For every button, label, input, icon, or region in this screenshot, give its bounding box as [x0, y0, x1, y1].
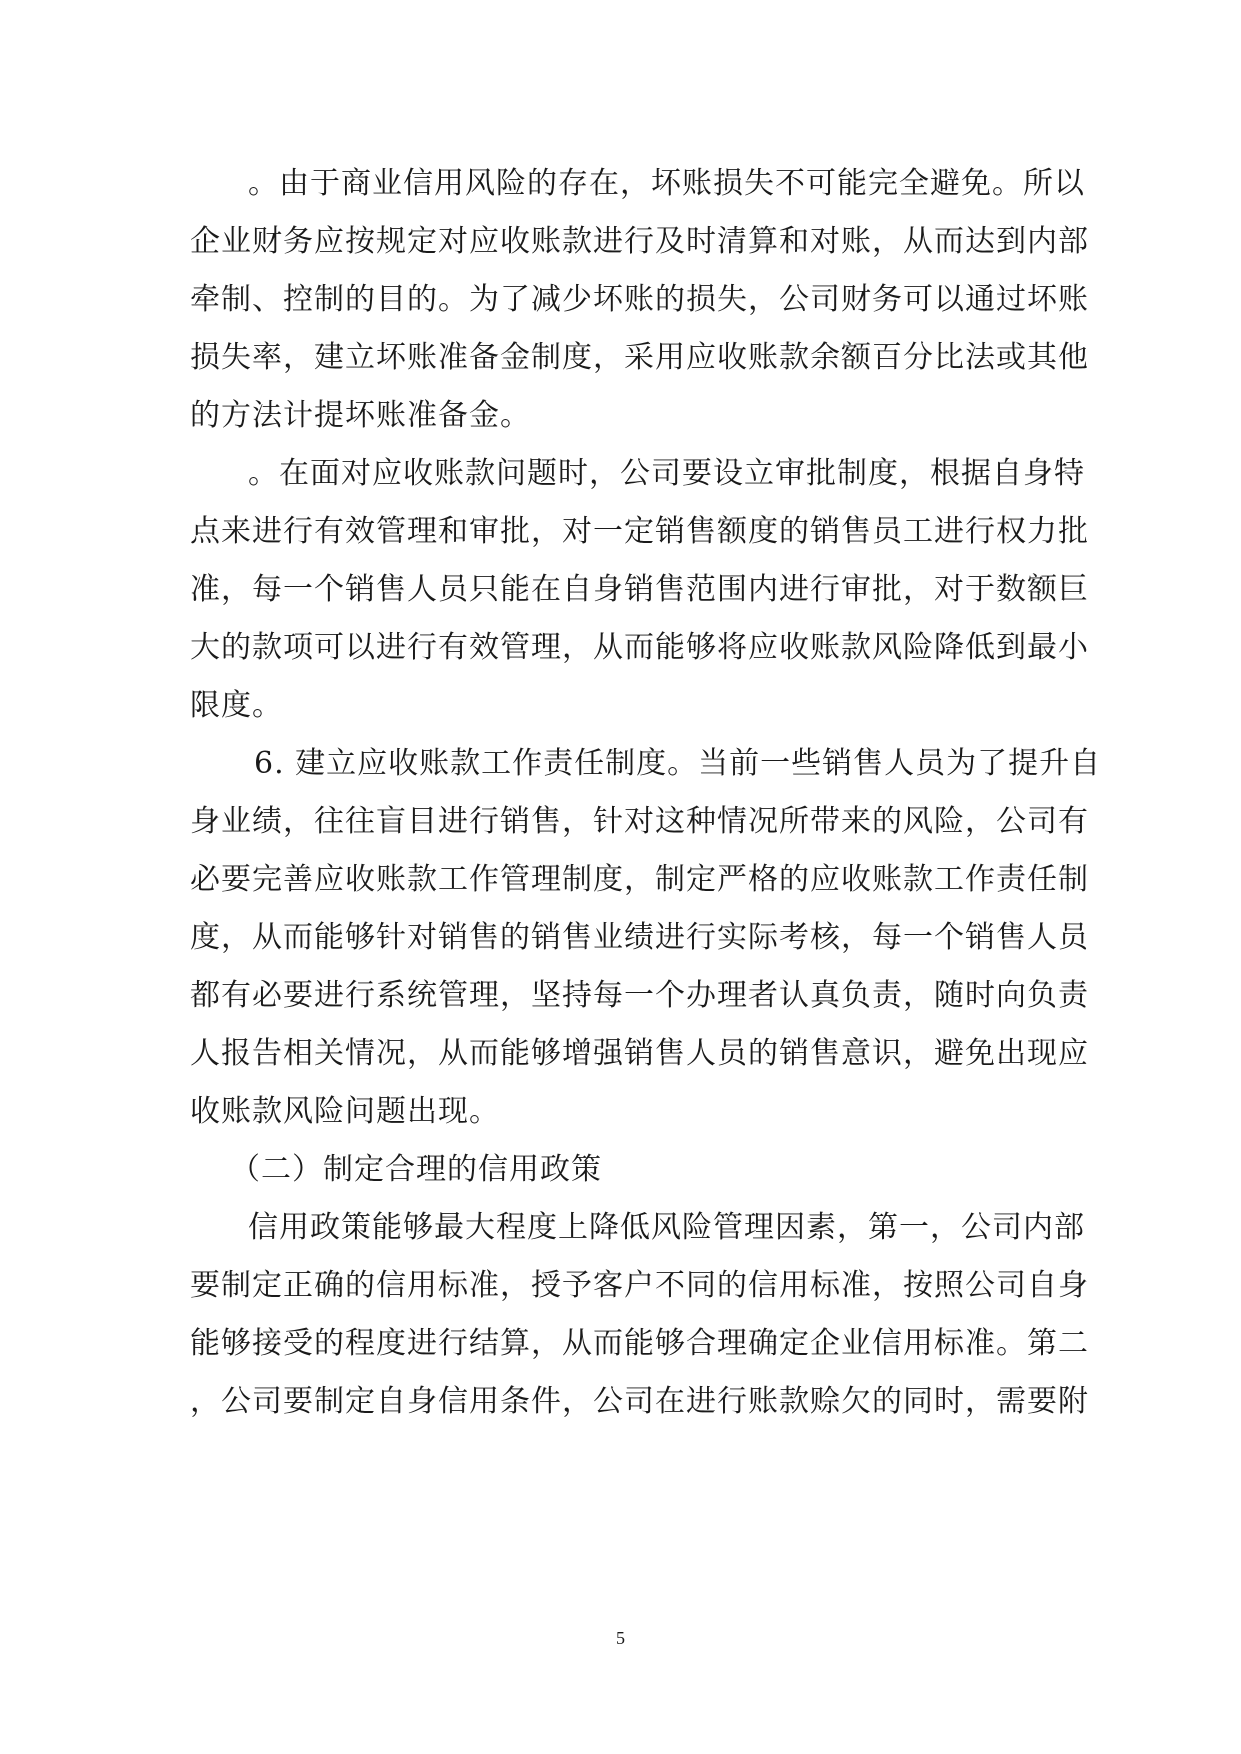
text-line-20: 要制定正确的信用标准，授予客户不同的信用标准，按照公司自身	[190, 1268, 1089, 1303]
page-number: 5	[616, 1628, 625, 1648]
text-line-12: 身业绩，往往盲目进行销售，针对这种情况所带来的风险，公司有	[190, 804, 1089, 839]
text-line-11: 6. 建立应收账款工作责任制度。当前一些销售人员为了提升自	[254, 746, 1102, 781]
text-line-7: 点来进行有效管理和审批，对一定销售额度的销售员工进行权力批	[190, 514, 1089, 549]
text-line-1: 。由于商业信用风险的存在，坏账损失不可能完全避免。所以	[248, 166, 1085, 201]
text-line-21: 能够接受的程度进行结算，从而能够合理确定企业信用标准。第二	[190, 1326, 1089, 1361]
text-line-16: 人报告相关情况，从而能够增强销售人员的销售意识，避免出现应	[190, 1036, 1089, 1071]
text-line-15: 都有必要进行系统管理，坚持每一个办理者认真负责，随时向负责	[190, 978, 1089, 1013]
text-line-22: ，公司要制定自身信用条件，公司在进行账款赊欠的同时，需要附	[190, 1384, 1089, 1419]
text-line-2: 企业财务应按规定对应收账款进行及时清算和对账，从而达到内部	[190, 224, 1089, 259]
text-line-14: 度，从而能够针对销售的销售业绩进行实际考核，每一个销售人员	[190, 920, 1089, 955]
text-line-4: 损失率，建立坏账准备金制度，采用应收账款余额百分比法或其他	[190, 340, 1089, 375]
section-heading: （二）制定合理的信用政策	[230, 1152, 602, 1187]
text-line-19: 信用政策能够最大程度上降低风险管理因素，第一，公司内部	[248, 1210, 1085, 1245]
text-line-5: 的方法计提坏账准备金。	[190, 398, 531, 433]
text-line-13: 必要完善应收账款工作管理制度，制定严格的应收账款工作责任制	[190, 862, 1089, 897]
text-line-10: 限度。	[190, 688, 283, 723]
text-line-6: 。在面对应收账款问题时，公司要设立审批制度，根据自身特	[248, 456, 1085, 491]
text-line-8: 准，每一个销售人员只能在自身销售范围内进行审批，对于数额巨	[190, 572, 1089, 607]
text-line-9: 大的款项可以进行有效管理，从而能够将应收账款风险降低到最小	[190, 630, 1089, 665]
text-line-3: 牵制、控制的目的。为了减少坏账的损失，公司财务可以通过坏账	[190, 282, 1089, 317]
text-line-17: 收账款风险问题出现。	[190, 1094, 500, 1129]
